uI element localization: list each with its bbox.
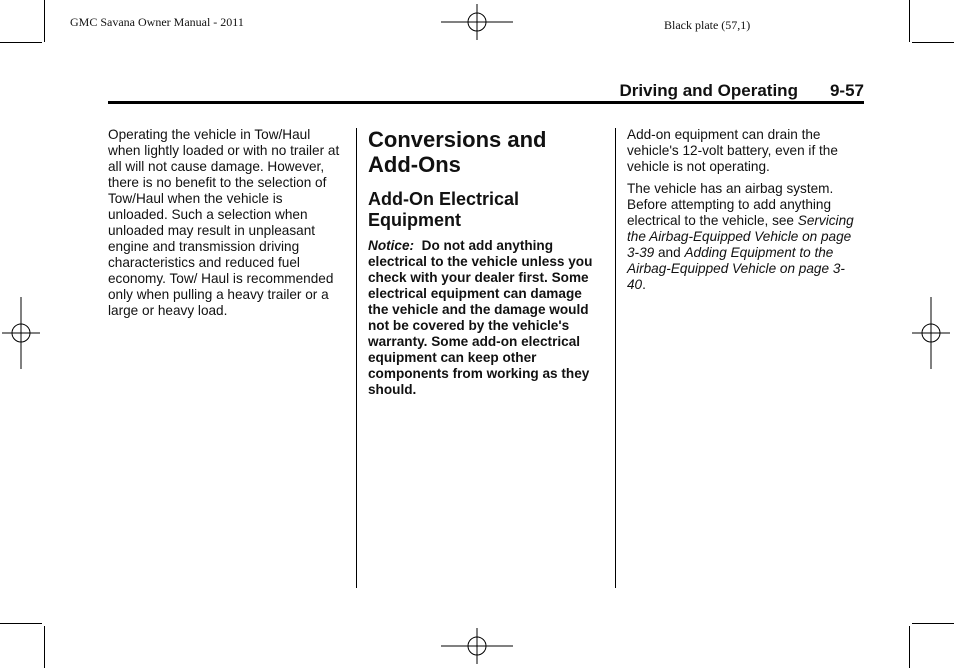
section-title: Driving and Operating [619, 81, 798, 100]
body-paragraph [627, 181, 859, 293]
crop-mark [909, 0, 910, 42]
registration-mark-icon [441, 4, 513, 40]
cross-reference-link[interactable]: Servicing the Airbag-Equipped Vehicle on page 3-39 [627, 213, 854, 260]
column-divider [615, 128, 616, 588]
column-2 [368, 127, 600, 404]
period: . [642, 277, 646, 292]
column-divider [356, 128, 357, 588]
page-number: 9-57 [829, 81, 864, 100]
body-paragraph: Add-on equipment can drain the vehicle's 12-volt battery, even if the vehicle is not operating. [627, 127, 838, 174]
body-paragraph: Operating the vehicle in Tow/Haul when lightly loaded or with no trailer at all will not cause damage. However, there is no benefit to the selection of Tow/Haul when the vehicle is unloaded. Such a selection when unloaded may result in unpleasant engine and transmission driving characteristics and reduced fuel economy. Tow/ Haul is recommended only when pulling a heavy trailer or a large or heavy load. [108, 127, 340, 318]
subsection-heading: Add-On Electrical Equipment [368, 189, 520, 230]
notice-block [368, 238, 600, 398]
paragraph-text: The vehicle has an airbag system. Before attempting to add anything electrical to the vehicle, see [627, 181, 834, 228]
crop-mark [44, 626, 45, 668]
column-3 [627, 127, 859, 299]
conjunction: and [658, 245, 681, 260]
notice-label: Notice: [368, 238, 415, 253]
crop-mark [912, 623, 954, 624]
crop-mark [0, 623, 42, 624]
cross-reference-link[interactable]: Adding Equipment to the Airbag-Equipped Vehicle on page 3-40 [627, 245, 845, 292]
registration-mark-icon [2, 297, 40, 369]
running-header [560, 81, 864, 101]
crop-mark [909, 626, 910, 668]
registration-mark-icon [441, 628, 513, 664]
section-heading: Conversions and Add-Ons [368, 127, 547, 177]
crop-mark [44, 0, 45, 42]
header-rule [108, 101, 864, 104]
crop-mark [0, 42, 42, 43]
crop-mark [912, 42, 954, 43]
print-meta-left: GMC Savana Owner Manual - 2011 [70, 15, 244, 29]
notice-text: Do not add anything electrical to the vehicle unless you check with your dealer first. Some electrical equipment can damage the vehicle and the damage would not be covered by the vehicle's warranty. Some add-on electrical equipment can keep other components from working as they should. [368, 238, 593, 397]
registration-mark-icon [912, 297, 950, 369]
print-meta-right: Black plate (57,1) [664, 18, 751, 32]
column-1 [108, 127, 340, 325]
